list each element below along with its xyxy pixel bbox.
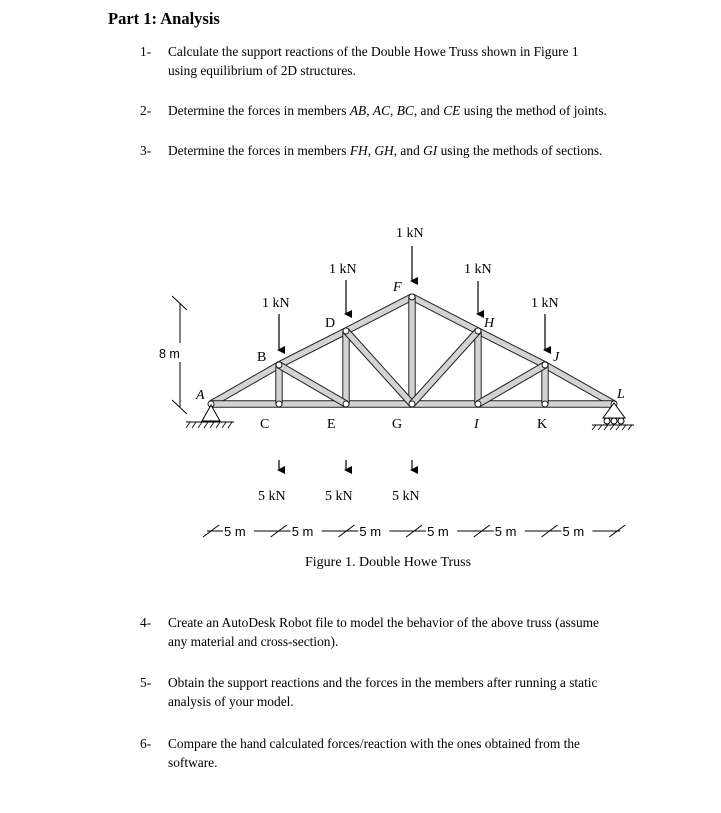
part-heading: Part 1: Analysis <box>108 9 220 28</box>
member-ji <box>476 362 546 407</box>
joint-label-d: D <box>325 316 336 331</box>
pin-support-a <box>186 405 234 428</box>
joint-f <box>409 294 415 300</box>
load-label-j: 1 kN <box>531 296 559 311</box>
span-label: 5 m <box>224 524 246 539</box>
span-label: 5 m <box>562 524 585 539</box>
member-fh <box>411 294 480 334</box>
joint-e <box>343 401 349 407</box>
joint-j <box>542 362 548 368</box>
joint-d <box>343 328 349 334</box>
load-label-e: 5 kN <box>325 489 353 504</box>
member-hi <box>475 331 481 404</box>
member-bd <box>278 328 348 368</box>
joint-label-k: K <box>537 417 548 432</box>
figure-caption: Figure 1. Double Howe Truss <box>305 555 472 570</box>
load-label-b: 1 kN <box>262 296 290 311</box>
load-label-g: 5 kN <box>392 489 420 504</box>
member-df <box>345 294 414 334</box>
joint-c <box>276 401 282 407</box>
task-4-number: 4- <box>140 615 152 630</box>
joint-label-h: H <box>484 316 495 331</box>
member-hj <box>477 328 547 368</box>
task-6-line-2: software. <box>168 755 218 770</box>
member-dg <box>344 329 415 406</box>
joint-label-b: B <box>257 350 267 365</box>
span-label: 5 m <box>359 524 382 539</box>
joint-b <box>276 362 282 368</box>
span-label: 5 m <box>427 524 449 539</box>
member-ab <box>209 362 280 407</box>
task-5-line-1: Obtain the support reactions and the forces in the members after running a static <box>168 675 598 690</box>
member-bc <box>276 365 282 404</box>
task-1-number: 1- <box>140 44 152 59</box>
joint-label-a: A <box>196 388 205 403</box>
load-label-c: 5 kN <box>258 489 286 504</box>
member-kl <box>545 401 614 407</box>
load-label-f: 1 kN <box>396 226 424 241</box>
load-label-h: 1 kN <box>464 262 492 277</box>
task-6-line-1: Compare the hand calculated forces/reaction with the ones obtained from the <box>168 736 580 751</box>
task-5-number: 5- <box>140 675 152 690</box>
task-5-line-2: analysis of your model. <box>168 694 294 709</box>
task-3-text: Determine the forces in members FH, GH, and GI using the methods of sections. <box>168 143 603 158</box>
joint-label-f: F <box>393 280 402 295</box>
member-be <box>277 362 347 407</box>
task-1-line-2: using equilibrium of 2D structures. <box>168 63 356 78</box>
task-4-line-1: Create an AutoDesk Robot file to model the behavior of the above truss (assume <box>168 615 599 630</box>
height-label: 8 m <box>159 347 180 361</box>
joint-k <box>542 401 548 407</box>
span-dimension <box>203 523 625 539</box>
task-4-line-2: any material and cross-section). <box>168 634 339 649</box>
span-label: 5 m <box>494 524 517 539</box>
joint-h <box>475 328 481 334</box>
joint-g <box>409 401 415 407</box>
joint-label-l: L <box>617 387 625 402</box>
load-label-d: 1 kN <box>329 262 357 277</box>
task-2-number: 2- <box>140 103 152 118</box>
joint-label-g: G <box>392 417 403 432</box>
member-hg <box>410 329 481 406</box>
joint-label-c: C <box>260 417 270 432</box>
member-ac <box>211 401 279 407</box>
member-de <box>343 331 349 404</box>
joint-i <box>475 401 481 407</box>
member-eg <box>346 401 412 407</box>
task-6-number: 6- <box>140 736 152 751</box>
member-jl <box>543 362 615 407</box>
task-2-text: Determine the forces in members AB, AC, BC, and CE using the method of joints. <box>168 103 607 118</box>
member-fg <box>409 297 415 404</box>
bottom-load-arrows <box>279 460 412 470</box>
joint-label-e: E <box>327 417 336 432</box>
joint-label-i: I <box>474 417 479 432</box>
task-1-line-1: Calculate the support reactions of the Double Howe Truss shown in Figure 1 <box>168 44 579 59</box>
member-jk <box>542 365 548 404</box>
task-3-number: 3- <box>140 143 152 158</box>
joint-label-j: J <box>553 350 560 365</box>
span-label: 5 m <box>291 524 314 539</box>
member-gi <box>412 401 478 407</box>
